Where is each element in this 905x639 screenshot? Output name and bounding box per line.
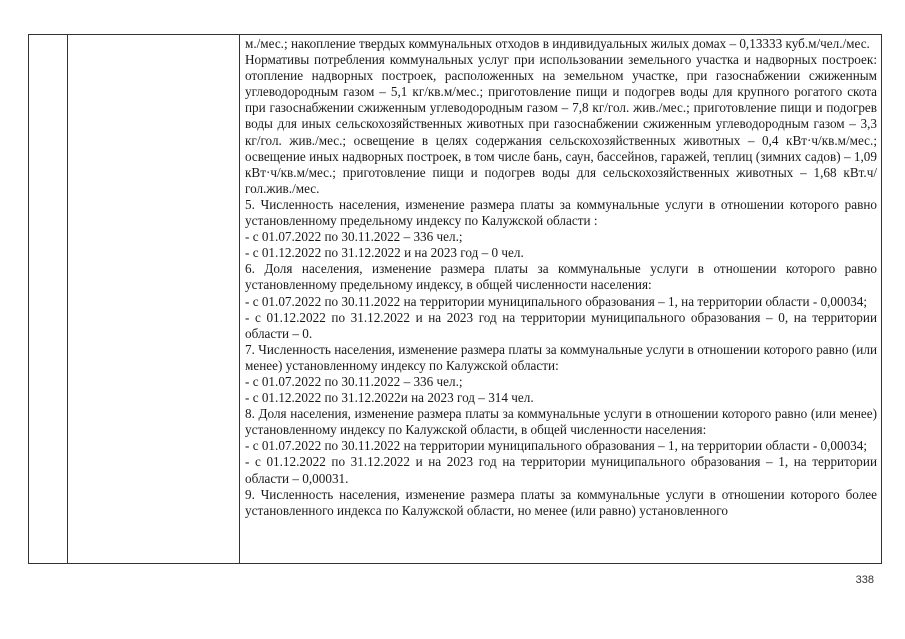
paragraph: - с 01.07.2022 по 30.11.2022 на территории муниципального образования – 1, на территории области - 0,00034; — [245, 438, 868, 454]
paragraph: Нормативы потребления коммунальных услуг при использовании земельного участка и надворных построек: отопление надворных построек, расположенных на земельном участке, при газоснабжении сжиженным углеводородным газом – 5,1 кг/кв.м/мес.; приготовление пищи и подогрев воды для крупного рогатого скота при газоснабжении сжиженным углеводородным газом – 7,8 кг/гол. жив./мес.; приготовление пищи и подогрев воды для иных сельскохозяйственных животных при газоснабжении сжиженным углеводородным газом – 3,3 кг/гол. жив./мес.; освещение в целях содержания сельскохозяйственных животных – 0,4 кВт·ч/кв.м/мес.; освещение иных надворных построек, в том числе бань, саун, бассейнов, гаражей, теплиц (зимних садов) – 1,09 кВт·ч/кв.м/мес.; приготовление пищи и подогрев воды для сельскохозяйственных животных – 1,68 кВт.ч/гол.жив./мес. — [245, 52, 877, 196]
table-cell-text — [245, 36, 877, 519]
column-divider — [67, 35, 68, 563]
paragraph: 7. Численность населения, изменение размера платы за коммунальные услуги в отношении которого равно (или менее) установленному индексу по Калужской области: — [245, 341, 877, 373]
column-divider — [239, 35, 240, 563]
paragraph: - с 01.07.2022 по 30.11.2022 – 336 чел.; — [245, 229, 463, 245]
paragraph: - с 01.12.2022 по 31.12.2022 и на 2023 год – 0 чел. — [245, 245, 524, 261]
paragraph: - с 01.12.2022 по 31.12.2022 и на 2023 год на территории муниципального образования – 0, на территории области – 0. — [245, 309, 877, 341]
document-table — [28, 34, 882, 564]
paragraph: - с 01.07.2022 по 30.11.2022 – 336 чел.; — [245, 373, 463, 389]
paragraph: - с 01.12.2022 по 31.12.2022и на 2023 год – 314 чел. — [245, 390, 534, 406]
page-number: 338 — [855, 574, 874, 586]
paragraph: 6. Доля населения, изменение размера платы за коммунальные услуги в отношении которого равно установленному предельному индексу, в общей численности населения: — [245, 261, 877, 293]
paragraph: 8. Доля населения, изменение размера платы за коммунальные услуги в отношении которого равно (или менее) установленному индексу по Калужской области, в общей численности населения: — [245, 406, 877, 438]
paragraph: м./мес.; накопление твердых коммунальных отходов в индивидуальных жилых домах – 0,13333 куб.м/чел./мес. — [245, 36, 870, 51]
paragraph: 9. Численность населения, изменение размера платы за коммунальные услуги в отношении которого более установленного индекса по Калужской области, но менее (или равно) установленного — [245, 486, 877, 518]
paragraph: 5. Численность населения, изменение размера платы за коммунальные услуги в отношении которого равно установленному предельному индексу по Калужской области : — [245, 196, 877, 229]
paragraph: - с 01.12.2022 по 31.12.2022 и на 2023 год на территории муниципального образования – 1, на территории области – 0,00031. — [245, 454, 877, 486]
paragraph: - с 01.07.2022 по 30.11.2022 на территории муниципального образования – 1, на территории области - 0,00034; — [245, 293, 868, 309]
